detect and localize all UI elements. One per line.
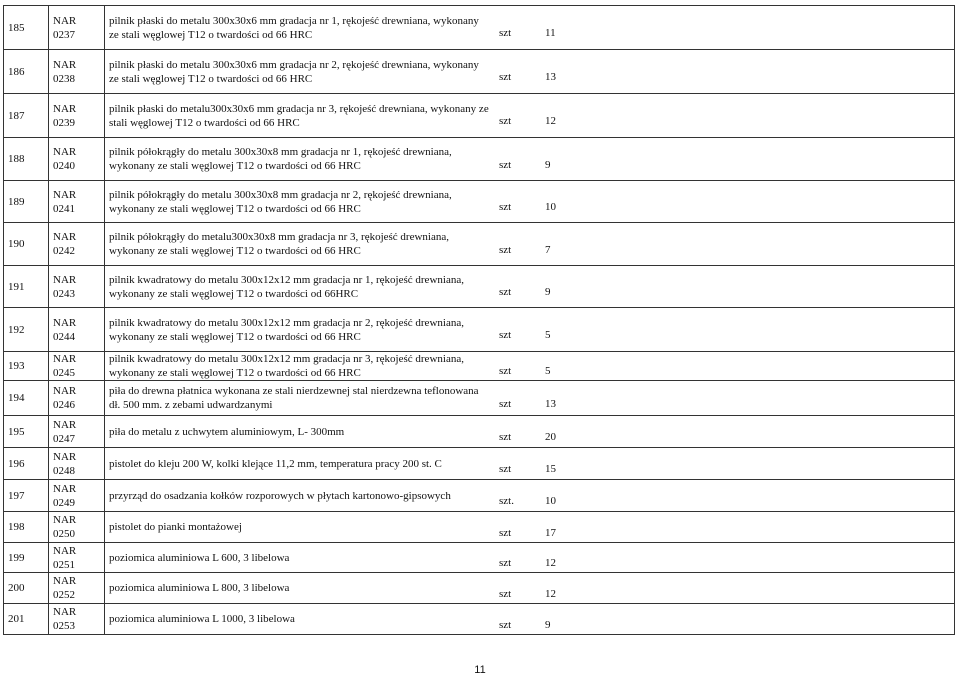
row-description-cell	[105, 512, 955, 543]
row-description: pilnik półokrągły do metalu 300x30x8 mm gradacja nr 2, rękojeść drewniana, wykonany ze stali węglowej T12 o twardości od 66 HRC	[109, 188, 452, 215]
table-row	[4, 480, 955, 512]
row-code: NAR 0241	[49, 181, 105, 223]
row-number: 192	[4, 308, 49, 352]
row-unit: szt	[499, 618, 512, 631]
row-description: poziomica aluminiowa L 1000, 3 libelowa	[109, 613, 295, 625]
row-number: 194	[4, 381, 49, 416]
row-quantity: 5	[545, 329, 551, 341]
products-table	[3, 5, 955, 635]
table-row	[4, 50, 955, 94]
row-description: pilnik kwadratowy do metalu 300x12x12 mm gradacja nr 3, rękojeść drewniana, wykonany ze stali węglowej T12 o twardości od 66 HRC	[109, 353, 464, 379]
row-quantity: 9	[545, 158, 551, 171]
row-unit: szt	[499, 27, 512, 39]
row-quantity: 9	[545, 618, 551, 631]
table-row	[4, 181, 955, 223]
row-description: pilnik kwadratowy do metalu 300x12x12 mm gradacja nr 2, rękojeść drewniana, wykonany ze stali węglowej T12 o twardości od 66 HRC	[109, 316, 464, 343]
table-row	[4, 604, 955, 635]
row-description: pistolet do pianki montażowej	[109, 521, 242, 533]
row-code: NAR 0247	[49, 416, 105, 448]
row-description-cell	[105, 50, 955, 94]
row-description-cell	[105, 543, 955, 573]
row-number: 187	[4, 94, 49, 138]
row-number: 186	[4, 50, 49, 94]
row-number: 201	[4, 604, 49, 635]
row-quantity: 12	[545, 557, 556, 569]
table-row	[4, 448, 955, 480]
row-code: NAR 0253	[49, 604, 105, 635]
row-description-cell	[105, 181, 955, 223]
table-row	[4, 352, 955, 381]
row-unit: szt	[499, 365, 512, 377]
row-quantity: 12	[545, 587, 556, 600]
row-unit: szt	[499, 201, 512, 213]
row-description-cell	[105, 308, 955, 352]
row-unit: szt	[499, 329, 512, 341]
table-row	[4, 94, 955, 138]
table-row	[4, 266, 955, 308]
row-description-cell	[105, 573, 955, 604]
row-description: piła do drewna płatnica wykonana ze stali nierdzewnej stal nierdzewna teflonowana dł. 500 mm. z zebami udwardzanymi	[109, 385, 479, 411]
row-description: pilnik kwadratowy do metalu 300x12x12 mm gradacja nr 1, rękojeść drewniana, wykonany ze stali węglowej T12 o twardości od 66HRC	[109, 273, 464, 300]
row-code: NAR 0249	[49, 480, 105, 512]
row-quantity: 15	[545, 463, 556, 475]
row-code: NAR 0239	[49, 94, 105, 138]
row-description-cell	[105, 138, 955, 181]
row-description: piła do metalu z uchwytem aluminiowym, L- 300mm	[109, 425, 345, 438]
row-description: pilnik półokrągły do metalu 300x30x8 mm gradacja nr 1, rękojeść drewniana, wykonany ze stali węglowej T12 o twardości od 66 HRC	[109, 146, 452, 172]
table-row	[4, 573, 955, 604]
row-code: NAR 0245	[49, 352, 105, 381]
row-code: NAR 0244	[49, 308, 105, 352]
row-description: poziomica aluminiowa L 800, 3 libelowa	[109, 582, 290, 594]
products-table-body	[4, 6, 955, 635]
table-row	[4, 416, 955, 448]
row-number: 197	[4, 480, 49, 512]
row-description-cell	[105, 480, 955, 512]
row-description-cell	[105, 223, 955, 266]
row-number: 185	[4, 6, 49, 50]
row-number: 188	[4, 138, 49, 181]
row-unit: szt	[499, 463, 512, 475]
row-code: NAR 0242	[49, 223, 105, 266]
row-description-cell	[105, 604, 955, 635]
row-description: pilnik płaski do metalu 300x30x6 mm gradacja nr 2, rękojeść drewniana, wykonany ze stali węglowej T12 o twardości od 66 HRC	[109, 58, 479, 85]
row-code: NAR 0252	[49, 573, 105, 604]
row-quantity: 5	[545, 365, 551, 377]
row-description: pilnik półokrągły do metalu300x30x8 mm gradacja nr 3, rękojeść drewniana, wykonany ze stali węglowej T12 o twardości od 66 HRC	[109, 231, 449, 257]
row-unit: szt	[499, 158, 512, 171]
row-description-cell	[105, 416, 955, 448]
row-quantity: 9	[545, 286, 551, 298]
row-unit: szt	[499, 71, 512, 83]
row-unit: szt	[499, 557, 512, 569]
row-number: 199	[4, 543, 49, 573]
row-code: NAR 0246	[49, 381, 105, 416]
row-quantity: 13	[545, 71, 556, 83]
row-unit: szt	[499, 115, 512, 127]
page-number: 11	[474, 664, 486, 676]
row-number: 193	[4, 352, 49, 381]
row-description-cell	[105, 6, 955, 50]
row-description-cell	[105, 94, 955, 138]
row-number: 191	[4, 266, 49, 308]
row-code: NAR 0248	[49, 448, 105, 480]
row-description: poziomica aluminiowa L 600, 3 libelowa	[109, 551, 290, 564]
table-row	[4, 512, 955, 543]
row-code: NAR 0240	[49, 138, 105, 181]
row-description-cell	[105, 266, 955, 308]
row-unit: szt	[499, 397, 512, 410]
row-description: pilnik płaski do metalu 300x30x6 mm gradacja nr 1, rękojeść drewniana, wykonany ze stali węglowej T12 o twardości od 66 HRC	[109, 14, 479, 41]
row-unit: szt	[499, 526, 512, 539]
table-row	[4, 543, 955, 573]
row-quantity: 17	[545, 526, 556, 539]
row-number: 190	[4, 223, 49, 266]
row-description-cell	[105, 448, 955, 480]
row-code: NAR 0251	[49, 543, 105, 573]
row-number: 196	[4, 448, 49, 480]
row-quantity: 10	[545, 201, 556, 213]
row-quantity: 11	[545, 27, 556, 39]
row-unit: szt	[499, 286, 512, 298]
row-number: 195	[4, 416, 49, 448]
row-description: przyrząd do osadzania kołków rozporowych w płytach kartonowo-gipsowych	[109, 489, 451, 502]
row-quantity: 12	[545, 115, 556, 127]
table-row	[4, 223, 955, 266]
row-description-cell	[105, 381, 955, 416]
row-quantity: 13	[545, 397, 556, 410]
row-number: 200	[4, 573, 49, 604]
row-quantity: 7	[545, 243, 551, 256]
row-unit: szt	[499, 431, 512, 443]
table-row	[4, 381, 955, 416]
row-description: pilnik płaski do metalu300x30x6 mm gradacja nr 3, rękojeść drewniana, wykonany ze stali węglowej T12 o twardości od 66 HRC	[109, 102, 489, 129]
row-code: NAR 0237	[49, 6, 105, 50]
row-code: NAR 0250	[49, 512, 105, 543]
row-description-cell	[105, 352, 955, 381]
table-row	[4, 138, 955, 181]
row-unit: szt	[499, 587, 512, 600]
row-unit: szt	[499, 243, 512, 256]
row-number: 198	[4, 512, 49, 543]
table-row	[4, 308, 955, 352]
row-number: 189	[4, 181, 49, 223]
row-code: NAR 0243	[49, 266, 105, 308]
table-row	[4, 6, 955, 50]
row-code: NAR 0238	[49, 50, 105, 94]
row-quantity: 10	[545, 495, 556, 507]
row-quantity: 20	[545, 431, 556, 443]
row-unit: szt.	[499, 495, 514, 507]
row-description: pistolet do kleju 200 W, kolki klejące 11,2 mm, temperatura pracy 200 st. C	[109, 457, 442, 470]
